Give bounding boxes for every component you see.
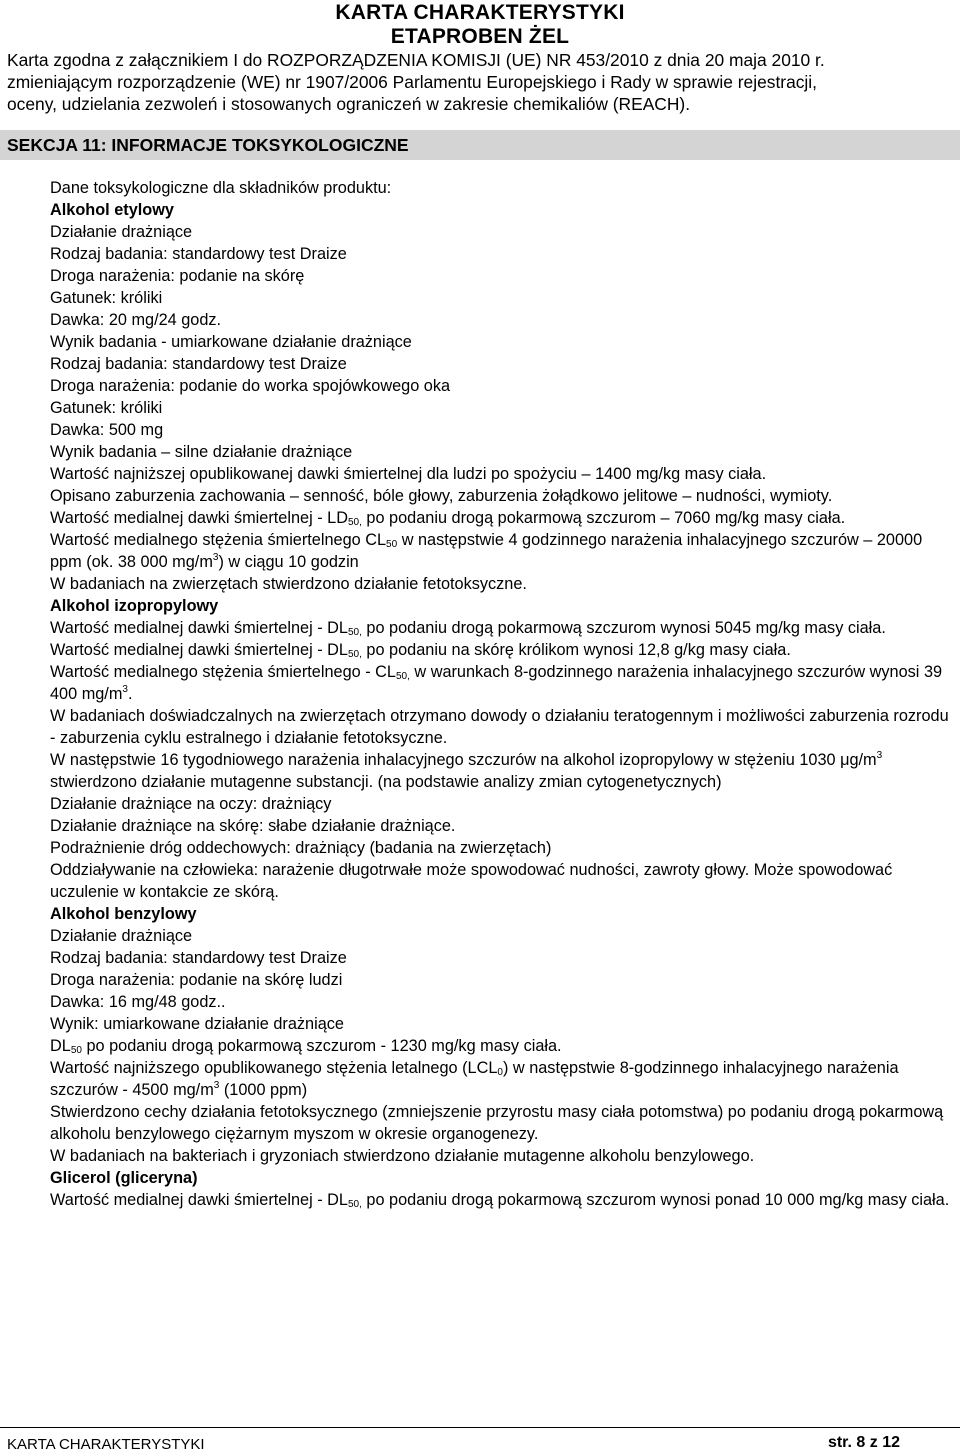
text-line: Dawka: 500 mg — [50, 421, 164, 439]
document-title: KARTA CHARAKTERYSTYKI — [335, 1, 625, 24]
text-line: Droga narażenia: podanie na skórę — [50, 267, 305, 285]
text-line: Dawka: 20 mg/24 godz. — [50, 311, 222, 329]
footer-divider — [0, 1427, 960, 1428]
mutagenic-paragraph: W następstwie 16 tygodniowego narażenia inhalacyjnego szczurów na alkohol izopropylowy w stężeniu 1030 $\mu g/m^3$ stwierdzono działanie mutagenne substancji. (na podstawie analizy zmian cytogenetycznych) — [50, 750, 883, 791]
text-line: Rodzaj badania: standardowy test Draize — [50, 245, 347, 263]
section-title: SEKCJA 11: INFORMACJE TOKSYKOLOGICZNE — [7, 135, 409, 155]
dl50-paragraph: Wartość medialnej dawki śmiertelnej - $DL_{50,}$ po podaniu drogą pokarmową szczurom wynosi ponad 10 000 mg/kg masy ciała. — [50, 1191, 950, 1210]
text-paragraph: Opisano zaburzenia zachowania – senność, bóle głowy, zaburzenia żołądkowo jelitowe – nudności, wymioty. — [50, 487, 833, 505]
cl50-paragraph: Wartość medialnego stężenia śmiertelnego - $CL_{50,}$ w warunkach 8-godzinnego narażenia inhalacyjnego szczurów wynosi 39 400 $mg/m^3$. — [50, 663, 943, 703]
text-line: Wynik badania - umiarkowane działanie drażniące — [50, 333, 412, 351]
substance-heading-glicerol: Glicerol (gliceryna) — [50, 1169, 198, 1187]
text-paragraph: Stwierdzono cechy działania fetotoksycznego (zmniejszenie przyrostu masy ciała potomstwa) po podaniu drogą pokarmową alkoholu benzylowego ciężarnym myszom w okresie organogenezy. — [50, 1103, 944, 1143]
section-content — [50, 177, 950, 1211]
cl50-paragraph: Wartość medialnego stężenia śmiertelnego $CL_{50}$ w następstwie 4 godzinnego narażenia inhalacyjnego szczurów – 20000 ppm (ok. 38 000 $mg/m^3$) w ciągu 10 godzin — [50, 531, 923, 571]
text-line: Działanie drażniące — [50, 223, 193, 241]
intro-text: Dane toksykologiczne dla składników produktu: — [50, 179, 392, 197]
document-header — [0, 0, 960, 115]
text-line: Działanie drażniące — [50, 927, 193, 945]
text-line: Dawka: 16 mg/48 godz.. — [50, 993, 226, 1011]
text-line: Podrażnienie dróg oddechowych: drażniący (badania na zwierzętach) — [50, 839, 552, 857]
text-line: Gatunek: króliki — [50, 399, 163, 417]
text-paragraph: Oddziaływanie na człowieka: narażenie długotrwałe może spowodować nudności, zawroty głowy. Może spowodować uczulenie w kontakcie ze skórą. — [50, 861, 893, 901]
text-line: W badaniach na bakteriach i gryzoniach stwierdzono działanie mutagenne alkoholu benzylowego. — [50, 1147, 755, 1165]
regulation-line-3: oceny, udzielania zezwoleń i stosowanych ograniczeń w zakresie chemikaliów (REACH). — [7, 94, 691, 114]
product-name: ETAPROBEN ŻEL — [390, 25, 570, 48]
substance-heading-izopropanol: Alkohol izopropylowy — [50, 597, 219, 615]
substance-heading-benzylowy: Alkohol benzylowy — [50, 905, 197, 923]
text-line: Wynik badania – silne działanie drażniące — [50, 443, 353, 461]
ld50-paragraph: Wartość medialnej dawki śmiertelnej - $LD_{50,}$ po podaniu drogą pokarmową szczurom – 7060 mg/kg masy ciała. — [50, 509, 846, 528]
text-line: W badaniach na zwierzętach stwierdzono działanie fetotoksyczne. — [50, 575, 527, 593]
text-line: Wynik: umiarkowane działanie drażniące — [50, 1015, 344, 1033]
substance-heading-etanol: Alkohol etylowy — [50, 201, 174, 219]
lcl0-paragraph: Wartość najniższego opublikowanego stężenia letalnego $(LCL_0)$ w następstwie 8-godzinnego inhalacyjnego narażenia szczurów - 4500 $mg/m^3$ (1000 ppm) — [50, 1059, 899, 1099]
text-line: Działanie drażniące na skórę: słabe działanie drażniące. — [50, 817, 456, 835]
regulation-line-1: Karta zgodna z załącznikiem I do ROZPORZĄDZENIA KOMISJI (UE) NR 453/2010 z dnia 20 maja 2010 r. — [7, 50, 825, 70]
regulation-line-2: zmieniającym rozporządzenie (WE) nr 1907/2006 Parlamentu Europejskiego i Rady w sprawie rejestracji, — [7, 72, 817, 92]
dl50-line: $DL_{50}$ po podaniu drogą pokarmową szczurom - 1230 mg/kg masy ciała. — [50, 1037, 562, 1056]
dl50-oral-paragraph: Wartość medialnej dawki śmiertelnej - $DL_{50,}$ po podaniu drogą pokarmową szczurom wynosi 5045 mg/kg masy ciała. — [50, 619, 886, 638]
text-line: Rodzaj badania: standardowy test Draize — [50, 949, 347, 967]
text-line: Droga narażenia: podanie na skórę ludzi — [50, 971, 343, 989]
text-line: Rodzaj badania: standardowy test Draize — [50, 355, 347, 373]
footer-document-name: KARTA CHARAKTERYSTYKI — [7, 1436, 205, 1453]
text-line: Gatunek: króliki — [50, 289, 163, 307]
dl50-dermal-paragraph: Wartość medialnej dawki śmiertelnej - $DL_{50,}$ po podaniu na skórę królikom wynosi 12,8 g/kg masy ciała. — [50, 641, 791, 660]
text-line: Działanie drażniące na oczy: drażniący — [50, 795, 332, 813]
text-line: Wartość najniższej opublikowanej dawki śmiertelnej dla ludzi po spożyciu – 1400 mg/kg masy ciała. — [50, 465, 767, 483]
page-number: str. 8 z 12 — [827, 1434, 900, 1451]
text-line: Droga narażenia: podanie do worka spojówkowego oka — [50, 377, 451, 395]
text-paragraph: W badaniach doświadczalnych na zwierzętach otrzymano dowody o działaniu teratogennym i możliwości zaburzenia rozrodu - zaburzenia cyklu estralnego i działanie fetotoksyczne. — [50, 707, 949, 747]
